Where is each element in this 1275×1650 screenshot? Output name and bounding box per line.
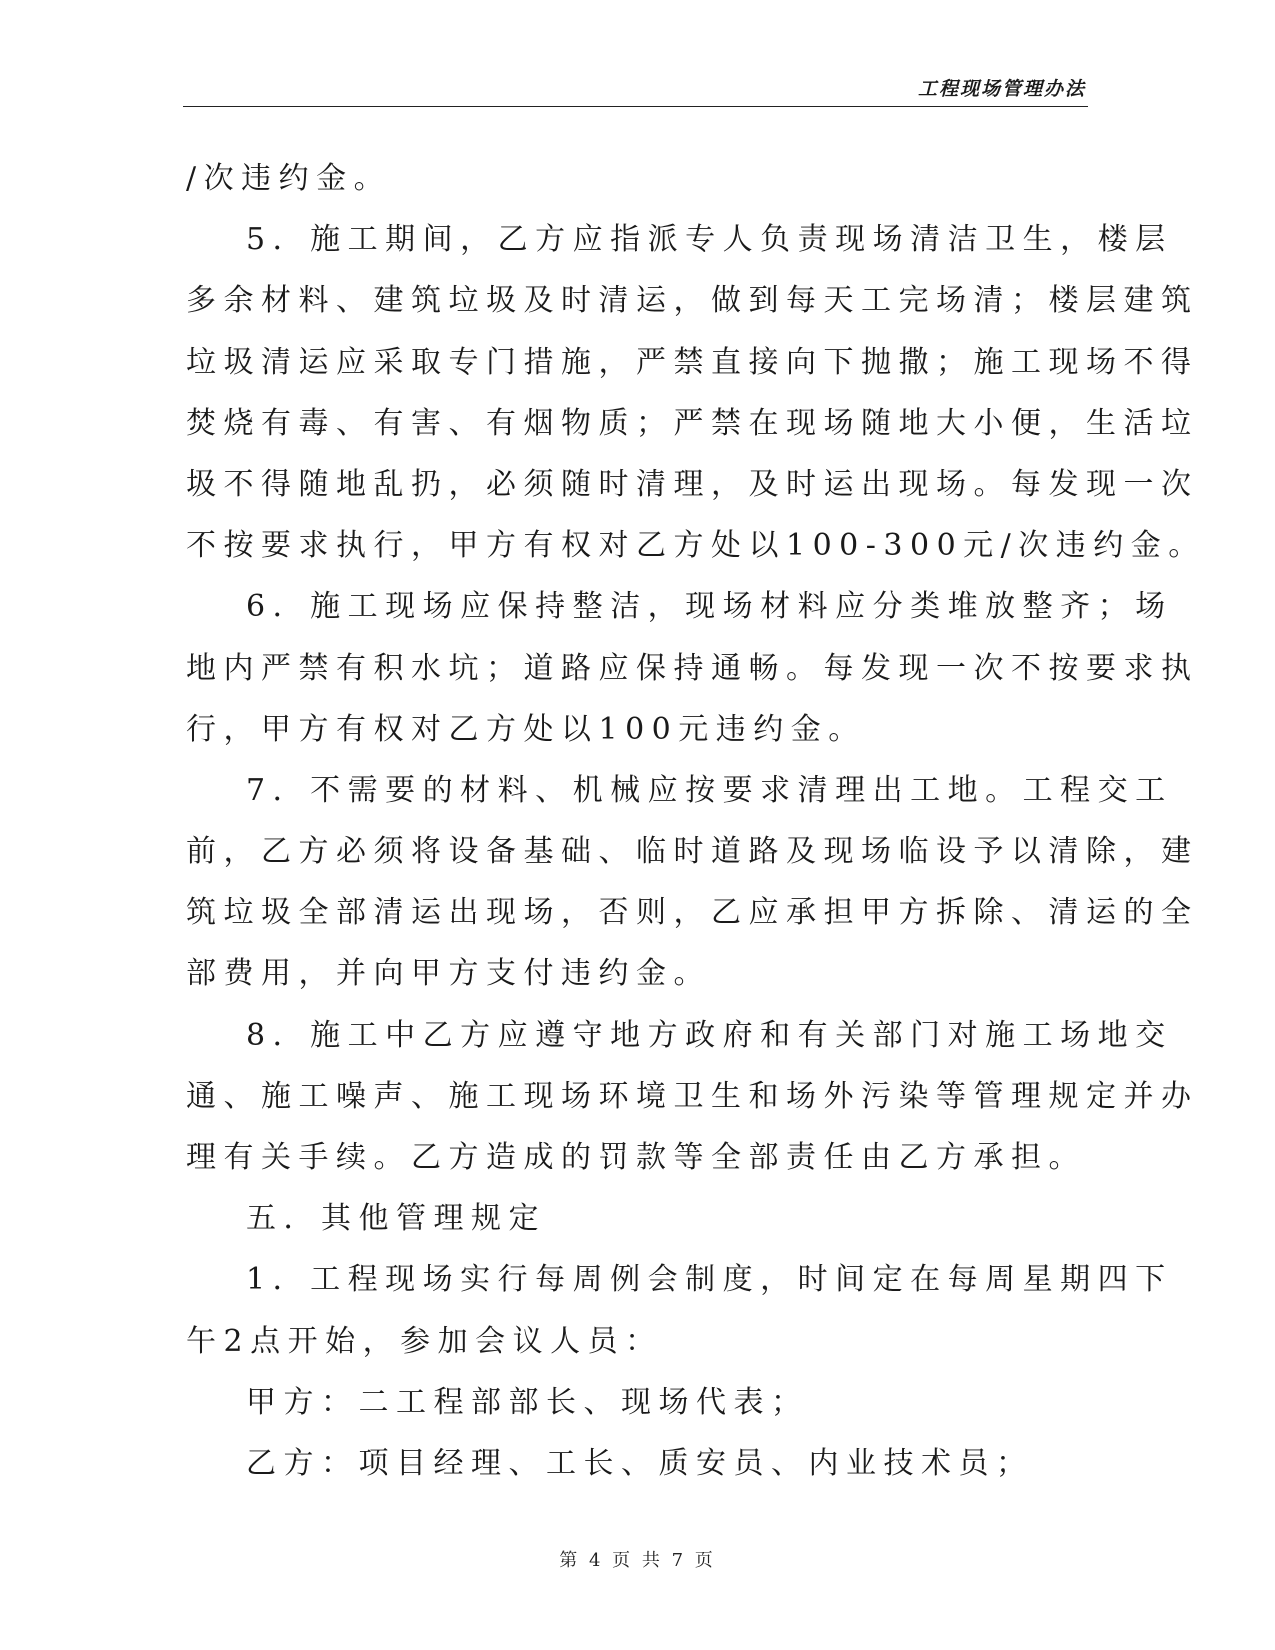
text-line: 6．施工现场应保持整洁，现场材料应分类堆放整齐；场 <box>246 589 1173 625</box>
text-line: 8．施工中乙方应遵守地方政府和有关部门对施工场地交 <box>246 1017 1173 1053</box>
text-line: /次违约金。 <box>186 161 392 196</box>
text-line: 理有关手续。乙方造成的罚款等全部责任由乙方承担。 <box>186 1140 1086 1175</box>
page-number: 第 4 页 共 7 页 <box>559 1550 716 1571</box>
text-line: 午2点开始，参加会议人员： <box>186 1323 663 1359</box>
text-line: 圾不得随地乱扔，必须随时清理，及时运出现场。每发现一次 <box>186 466 1199 502</box>
text-line: 乙方：项目经理、工长、质安员、内业技术员； <box>246 1445 1034 1481</box>
text-line: 甲方：二工程部部长、现场代表； <box>246 1384 809 1420</box>
text-line: 前，乙方必须将设备基础、临时道路及现场临设予以清除，建 <box>186 834 1199 870</box>
text-line: 不按要求执行，甲方有权对乙方处以100-300元/次违约金。 <box>186 528 1206 564</box>
text-line: 5．施工期间，乙方应指派专人负责现场清洁卫生，楼层 <box>246 222 1173 258</box>
text-line: 行，甲方有权对乙方处以100元违约金。 <box>186 711 866 747</box>
text-line: 通、施工噪声、施工现场环境卫生和场外污染等管理规定并办 <box>186 1078 1199 1114</box>
text-line: 1．工程现场实行每周例会制度，时间定在每周星期四下 <box>246 1262 1173 1298</box>
text-line: 垃圾清运应采取专门措施，严禁直接向下抛撒；施工现场不得 <box>186 344 1199 380</box>
section-heading: 五．其他管理规定 <box>246 1201 546 1237</box>
header-title: 工程现场管理办法 <box>917 78 1086 100</box>
page-header <box>183 70 1088 107</box>
document-body <box>186 148 1206 1494</box>
text-line: 焚烧有毒、有害、有烟物质；严禁在现场随地大小便，生活垃 <box>186 405 1199 441</box>
text-line: 地内严禁有积水坑；道路应保持通畅。每发现一次不按要求执 <box>186 650 1199 686</box>
text-line: 筑垃圾全部清运出现场，否则，乙应承担甲方拆除、清运的全 <box>186 895 1199 931</box>
text-line: 7．不需要的材料、机械应按要求清理出工地。工程交工 <box>246 772 1173 808</box>
text-line: 多余材料、建筑垃圾及时清运，做到每天工完场清；楼层建筑 <box>186 283 1199 319</box>
text-line: 部费用，并向甲方支付违约金。 <box>186 956 711 992</box>
